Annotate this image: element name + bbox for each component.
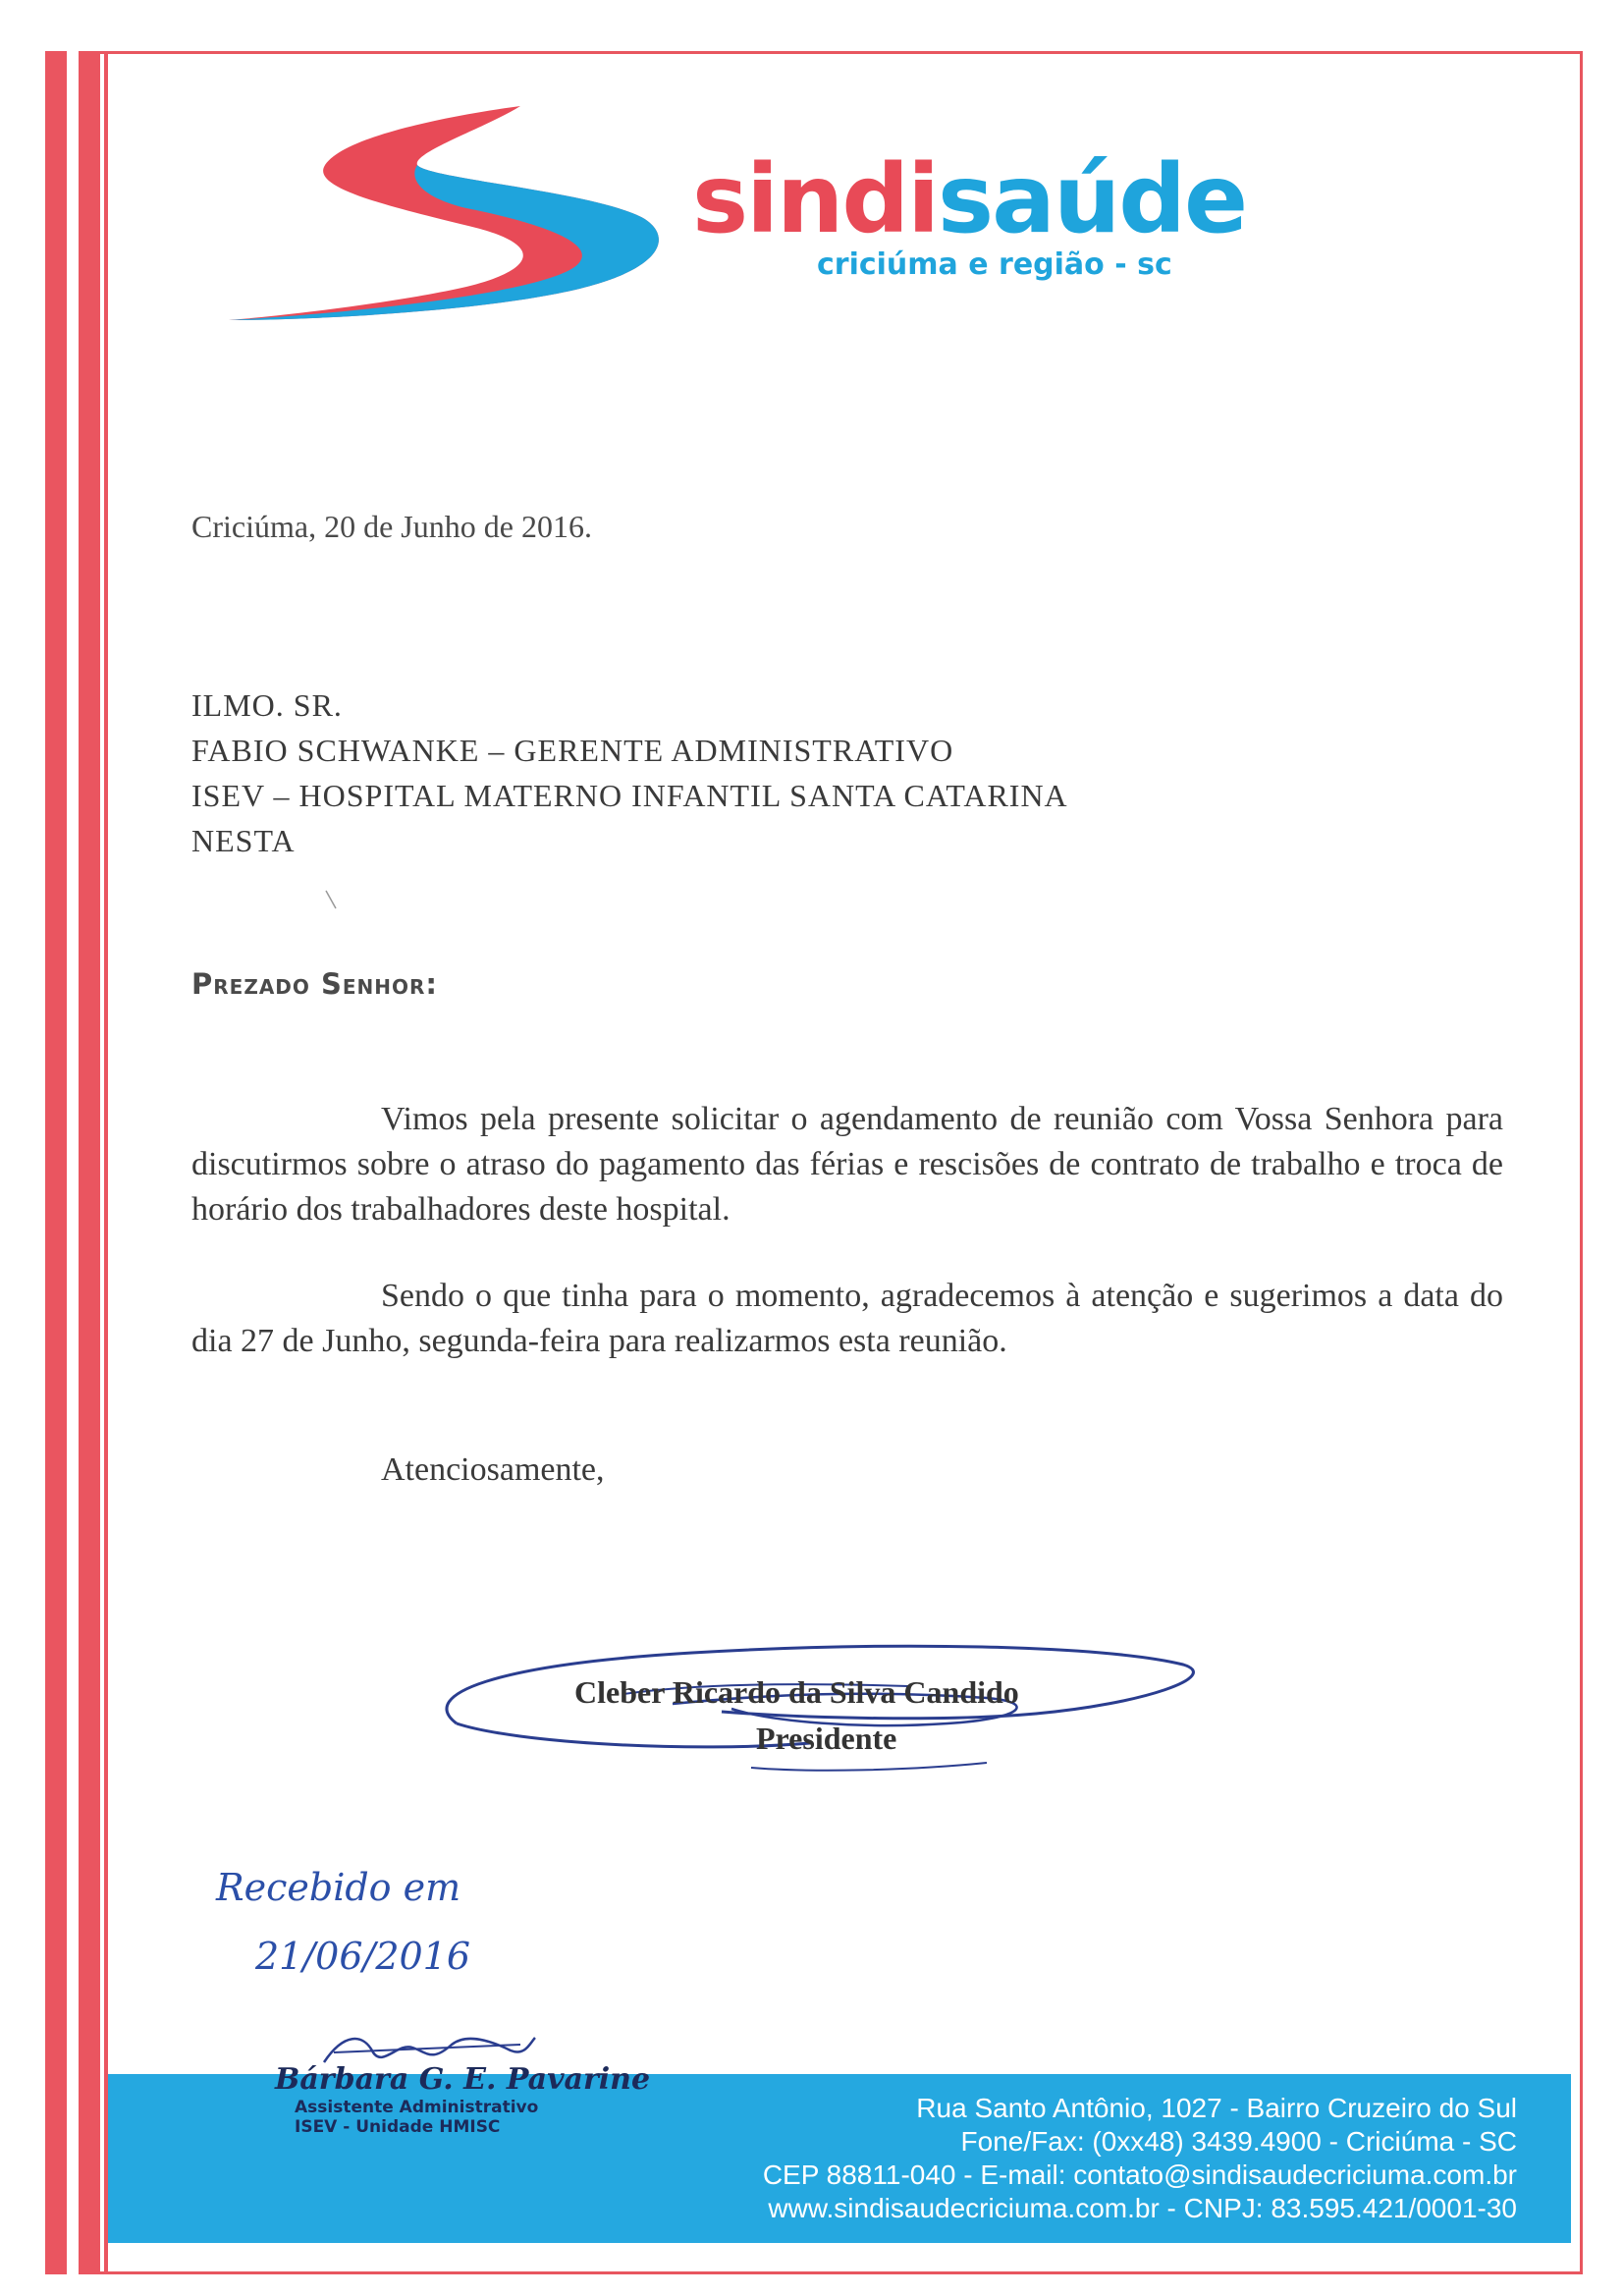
addressee-line: FABIO SCHWANKE – GERENTE ADMINISTRATIVO [191, 733, 954, 768]
salutation: Prezado Senhor: [191, 967, 439, 1001]
received-note-text: Recebido em [216, 1866, 461, 1909]
stamp-role: Assistente Administrativo [295, 2098, 539, 2117]
received-note-date: 21/06/2016 [255, 1935, 471, 1978]
receipt-stamp [265, 2023, 651, 2141]
footer-contact [763, 2092, 1517, 2225]
addressee-line: NESTA [191, 823, 296, 858]
sindisaude-logo-swoosh-icon [221, 98, 692, 324]
closing: Atenciosamente, [381, 1451, 605, 1488]
signer-name: Cleber Ricardo da Silva Candido [574, 1674, 1019, 1710]
footer-line: Rua Santo Antônio, 1027 - Bairro Cruzeiro do Sul [916, 2093, 1517, 2123]
stamp-unit: ISEV - Unidade HMISC [295, 2117, 501, 2137]
addressee-block [191, 683, 1068, 863]
left-stripe-gap [67, 51, 79, 2274]
logo-region: criciúma e região - sc [817, 247, 1172, 282]
logo-wordmark-part1: sindi [692, 144, 939, 254]
stray-pen-mark [324, 889, 338, 910]
addressee-line: ISEV – HOSPITAL MATERNO INFANTIL SANTA CATARINA [191, 778, 1068, 813]
footer-line: www.sindisaudecriciuma.com.br - CNPJ: 83.595.421/0001-30 [768, 2193, 1517, 2223]
footer-line: Fone/Fax: (0xx48) 3439.4900 - Criciúma - SC [960, 2126, 1517, 2157]
signer-title: Presidente [756, 1721, 897, 1756]
stamp-name: Bárbara G. E. Pavarine [275, 2062, 651, 2097]
left-red-stripe [45, 51, 67, 2274]
letter-date: Criciúma, 20 de Junho de 2016. [191, 509, 592, 544]
logo-wordmark [692, 145, 1246, 253]
left-red-stripe-inner [79, 51, 100, 2274]
addressee-line: ILMO. SR. [191, 687, 343, 723]
body-paragraph: Sendo o que tinha para o momento, agradecemos à atenção e sugerimos a data do dia 27 de Junho, segunda-feira para realizarmos esta reunião. [191, 1278, 1503, 1359]
body-paragraph: Vimos pela presente solicitar o agendamento de reunião com Vossa Senhora para discutirmos sobre o atraso do pagamento das férias e rescisões de contrato de trabalho e troca de horário dos trabalhadores deste hospital. [191, 1101, 1503, 1228]
left-thin-red-line [104, 51, 108, 2274]
logo-wordmark-part2: saúde [938, 144, 1247, 254]
footer-line: CEP 88811-040 - E-mail: contato@sindisaudecriciuma.com.br [762, 2159, 1517, 2190]
received-note [216, 1866, 540, 2013]
